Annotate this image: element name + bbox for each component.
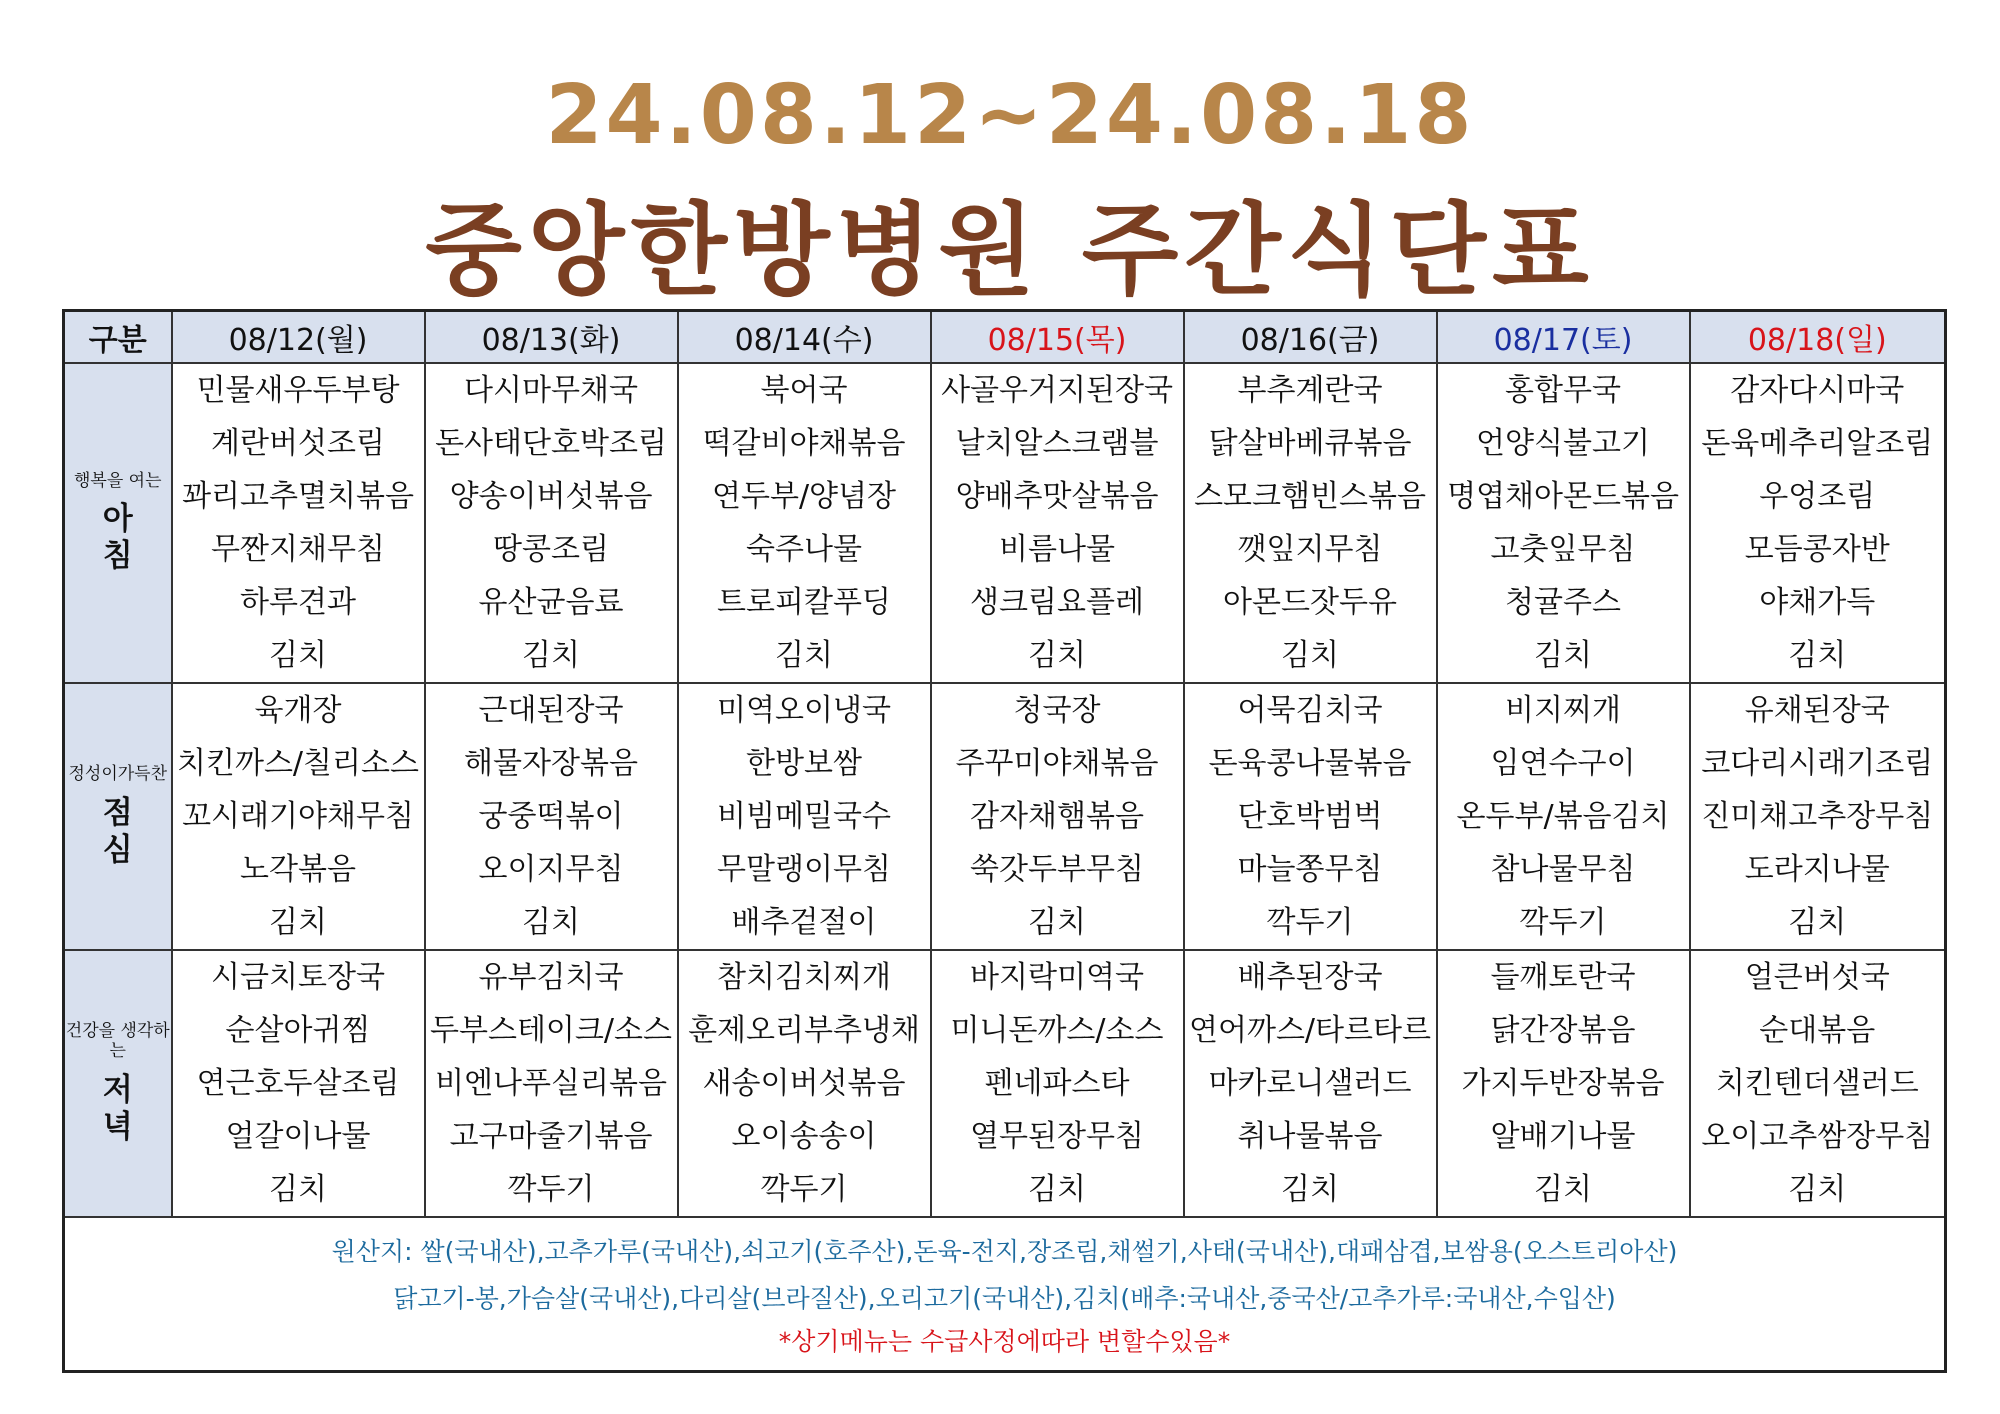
dish-item: 무말랭이무침 (717, 852, 891, 887)
dish-item: 김치 (775, 638, 833, 673)
dish-item: 다시마무채국 (464, 373, 638, 408)
dish-item: 모듬콩자반 (1744, 532, 1890, 567)
menu-cell (678, 683, 931, 950)
dish-item: 마늘쫑무침 (1237, 852, 1383, 887)
dish-item: 도라지나물 (1744, 852, 1890, 887)
dish-item: 김치 (1028, 905, 1086, 940)
dish-item: 코다리시래기조림 (1701, 746, 1934, 781)
dish-item: 돈육콩나물볶음 (1208, 746, 1412, 781)
dish-item: 궁중떡볶이 (478, 799, 624, 834)
dish-item: 꼬시래기야채무침 (182, 799, 414, 834)
menu-cell (931, 950, 1184, 1217)
dish-item: 한방보쌈 (746, 746, 862, 781)
dish-item: 돈사태단호박조림 (435, 426, 667, 461)
menu-cell (172, 950, 425, 1217)
dish-item: 취나물볶음 (1237, 1119, 1383, 1154)
dish-item: 날치알스크램블 (955, 426, 1159, 461)
menu-cell (1690, 683, 1946, 950)
menu-cell (425, 683, 678, 950)
dish-item: 치킨까스/칠리소스 (177, 746, 419, 781)
dish-item: 펜네파스타 (984, 1066, 1130, 1101)
menu-cell (1690, 363, 1946, 683)
dish-item: 배추된장국 (1237, 960, 1383, 995)
dish-item: 김치 (269, 638, 327, 673)
dish-item: 연근호두살조림 (196, 1066, 400, 1101)
dish-item: 깍두기 (1266, 905, 1354, 940)
dish-item: 민물새우두부탕 (196, 373, 400, 408)
dish-item: 주꾸미야채볶음 (955, 746, 1159, 781)
dish-item: 미니돈까스/소스 (950, 1013, 1164, 1048)
dish-item: 육개장 (254, 693, 342, 728)
dish-item: 온두부/볶음김치 (1456, 799, 1670, 834)
dish-item: 닭간장볶음 (1490, 1013, 1636, 1048)
day-header: 08/18(일) (1690, 311, 1946, 364)
menu-cell (1184, 363, 1437, 683)
menu-cell (1437, 950, 1690, 1217)
dish-item: 북어국 (760, 373, 848, 408)
corner-header: 구분 (64, 311, 172, 364)
dish-item: 명엽채아몬드볶음 (1447, 479, 1679, 514)
dish-item: 생크림요플레 (970, 585, 1144, 620)
dish-item: 깍두기 (507, 1172, 595, 1207)
dish-item: 단호박범벅 (1237, 799, 1383, 834)
origin-line: 원산지: 쌀(국내산),고추가루(국내산),쇠고기(호주산),돈육-전지,장조림,채썰기,사태(국내산),대패삼겹,보쌈용(오스트리아산) (331, 1237, 1678, 1266)
dish-item: 어묵김치국 (1237, 693, 1383, 728)
dish-item: 배추겉절이 (731, 905, 877, 940)
meal-label-lunch (64, 683, 172, 950)
dish-item: 유산균음료 (478, 585, 624, 620)
menu-cell (425, 363, 678, 683)
dish-item: 고춧잎무침 (1490, 532, 1636, 567)
footer-row (64, 1217, 1946, 1372)
dish-item: 우엉조림 (1759, 479, 1876, 514)
dish-item: 양배추맛살볶음 (955, 479, 1159, 514)
meal-row-dinner (64, 950, 1946, 1217)
menu-cell (1690, 950, 1946, 1217)
dish-item: 진미채고추장무침 (1701, 799, 1934, 834)
dish-item: 무짠지채무침 (211, 532, 385, 567)
dish-item: 스모크햄빈스볶음 (1194, 479, 1426, 514)
dish-item: 김치 (269, 905, 327, 940)
menu-cell (678, 950, 931, 1217)
menu-cell (1184, 683, 1437, 950)
menu-cell (1184, 950, 1437, 1217)
dish-item: 오이송송이 (731, 1119, 877, 1154)
menu-cell (1437, 683, 1690, 950)
dish-item: 들깨토란국 (1490, 960, 1636, 995)
dish-item: 시금치토장국 (211, 960, 385, 995)
dish-item: 열무된장무침 (970, 1119, 1144, 1154)
day-header: 08/16(금) (1184, 311, 1437, 364)
dish-item: 꽈리고추멸치볶음 (182, 479, 414, 514)
dish-item: 유부김치국 (478, 960, 624, 995)
origin-notice (64, 1217, 1946, 1372)
weekly-menu-table (62, 309, 1947, 1373)
dish-item: 닭살바베큐볶음 (1208, 426, 1412, 461)
dish-item: 얼갈이나물 (225, 1119, 371, 1154)
dish-item: 비지찌개 (1505, 693, 1621, 728)
dish-item: 오이고추쌈장무침 (1701, 1119, 1934, 1154)
dish-item: 치킨텐더샐러드 (1715, 1066, 1919, 1101)
day-header: 08/14(수) (678, 311, 931, 364)
dish-item: 임연수구이 (1490, 746, 1636, 781)
day-header: 08/13(화) (425, 311, 678, 364)
menu-cell (1437, 363, 1690, 683)
dish-item: 김치 (1788, 905, 1847, 940)
dish-item: 바지락미역국 (970, 960, 1144, 995)
dish-item: 오이지무침 (478, 852, 624, 887)
dish-item: 비엔나푸실리볶음 (435, 1066, 667, 1101)
dish-item: 연두부/양념장 (712, 479, 896, 514)
dish-item: 김치 (1028, 1172, 1086, 1207)
meal-row-breakfast (64, 363, 1946, 683)
dish-item: 미역오이냉국 (717, 693, 891, 728)
dish-item: 홍합무국 (1505, 373, 1621, 408)
menu-cell (172, 363, 425, 683)
dish-item: 새송이버섯볶음 (702, 1066, 906, 1101)
dish-item: 훈제오리부추냉채 (688, 1013, 920, 1048)
page-title: 중앙한방병원 주간식단표 (425, 192, 1595, 309)
dish-item: 트로피칼푸딩 (717, 585, 891, 620)
dish-item: 가지두반장볶음 (1461, 1066, 1665, 1101)
dish-item: 유채된장국 (1744, 693, 1890, 728)
meal-label-breakfast (64, 363, 172, 683)
meal-label-dinner (64, 950, 172, 1217)
day-header: 08/12(월) (172, 311, 425, 364)
meal-row-lunch (64, 683, 1946, 950)
dish-item: 김치 (1281, 638, 1339, 673)
dish-item: 아몬드잣두유 (1223, 585, 1397, 620)
date-range: 24.08.12~24.08.18 (545, 68, 1475, 163)
dish-item: 비빔메밀국수 (717, 799, 891, 834)
menu-cell (931, 363, 1184, 683)
dish-item: 근대된장국 (478, 693, 624, 728)
dish-item: 김치 (269, 1172, 327, 1207)
dish-item: 김치 (1028, 638, 1086, 673)
dish-item: 부추계란국 (1237, 373, 1383, 408)
dish-item: 비름나물 (999, 532, 1115, 567)
dish-item: 김치 (1534, 1172, 1592, 1207)
dish-item: 김치 (1788, 638, 1847, 673)
dish-item: 떡갈비야채볶음 (702, 426, 906, 461)
dish-item: 감자다시마국 (1730, 373, 1905, 408)
dish-item: 깻잎지무침 (1237, 532, 1383, 567)
dish-item: 깍두기 (1519, 905, 1607, 940)
dish-item: 얼큰버섯국 (1744, 960, 1890, 995)
dish-item: 참나물무침 (1490, 852, 1636, 887)
dish-item: 연어까스/타르타르 (1189, 1013, 1431, 1048)
dish-item: 땅콩조림 (493, 532, 609, 567)
meal-name: 점심 (102, 794, 149, 868)
meal-subtitle: 행복을 여는 (73, 470, 162, 491)
dish-item: 사골우거지된장국 (941, 373, 1173, 408)
dish-item: 김치 (1788, 1172, 1847, 1207)
menu-cell (425, 950, 678, 1217)
meal-name: 저녁 (102, 1071, 149, 1145)
dish-item: 김치 (1534, 638, 1592, 673)
dish-item: 계란버섯조림 (211, 426, 385, 461)
change-notice: *상기메뉴는 수급사정에따라 변할수있음* (778, 1327, 1231, 1356)
origin-line: 닭고기-봉,가슴살(국내산),다리살(브라질산),오리고기(국내산),김치(배추:국내산,중국산/고추가루:국내산,수입산) (393, 1284, 1616, 1313)
dish-item: 청국장 (1013, 693, 1101, 728)
header-row (64, 311, 1946, 364)
dish-item: 해물자장볶음 (464, 746, 638, 781)
dish-item: 마카로니샐러드 (1208, 1066, 1412, 1101)
dish-item: 노각볶음 (240, 852, 356, 887)
dish-item: 하루견과 (240, 585, 356, 620)
dish-item: 참치김치찌개 (717, 960, 891, 995)
dish-item: 두부스테이크/소스 (430, 1013, 672, 1048)
dish-item: 김치 (522, 638, 580, 673)
dish-item: 깍두기 (760, 1172, 848, 1207)
meal-subtitle: 정성이가득찬 (68, 764, 168, 785)
menu-cell (931, 683, 1184, 950)
dish-item: 김치 (1281, 1172, 1339, 1207)
dish-item: 감자채햄볶음 (970, 799, 1144, 834)
menu-cell (678, 363, 931, 683)
dish-item: 쑥갓두부무침 (970, 852, 1144, 887)
meal-name: 아침 (102, 501, 149, 575)
dish-item: 순대볶음 (1759, 1013, 1876, 1048)
dish-item: 언양식불고기 (1476, 426, 1650, 461)
dish-item: 야채가득 (1759, 585, 1876, 620)
dish-item: 양송이버섯볶음 (449, 479, 653, 514)
dish-item: 청귤주스 (1505, 585, 1621, 620)
dish-item: 순살아귀찜 (225, 1013, 371, 1048)
dish-item: 김치 (522, 905, 580, 940)
day-header: 08/17(토) (1437, 311, 1690, 364)
dish-item: 알배기나물 (1490, 1119, 1636, 1154)
dish-item: 숙주나물 (746, 532, 862, 567)
dish-item: 돈육메추리알조림 (1701, 426, 1934, 461)
day-header: 08/15(목) (931, 311, 1184, 364)
dish-item: 고구마줄기볶음 (449, 1119, 653, 1154)
menu-cell (172, 683, 425, 950)
meal-subtitle: 건강을 생각하는 (65, 1020, 170, 1062)
